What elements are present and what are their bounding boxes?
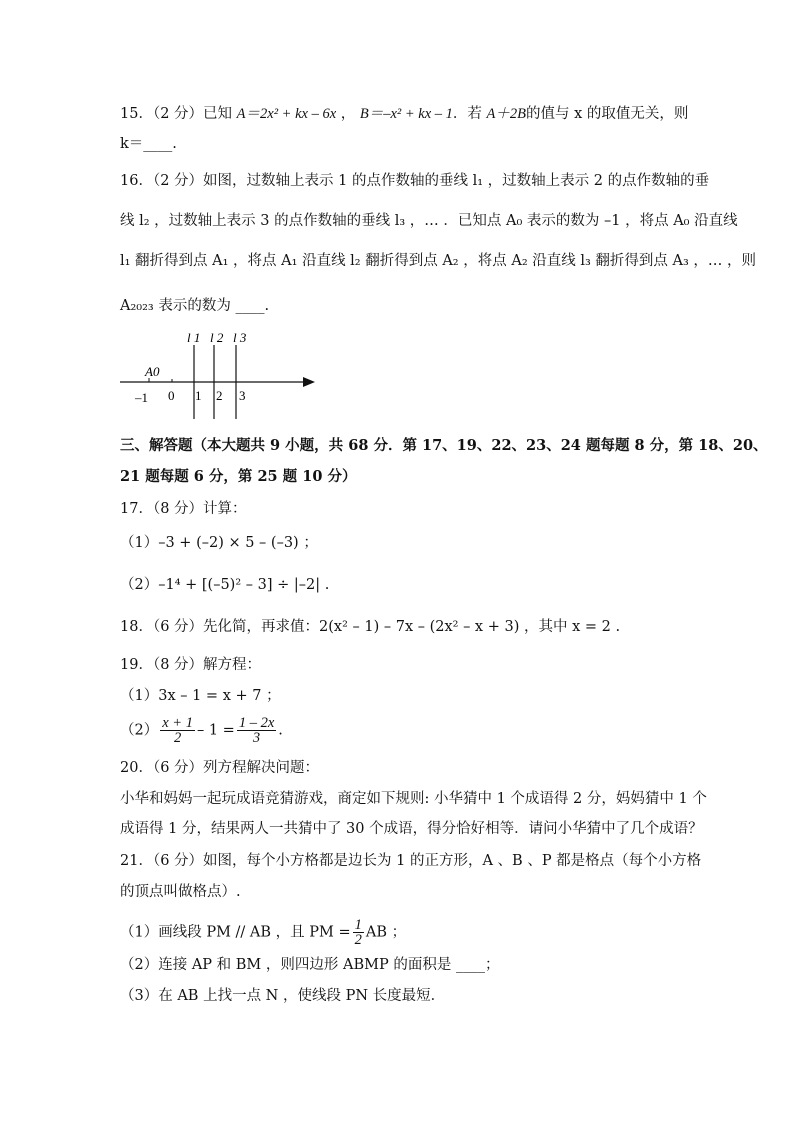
q21-part3: （3）在 AB 上找一点 N ，使线段 PN 长度最短． — [120, 988, 446, 1004]
q21-frac-denominator: 2 — [354, 932, 362, 948]
tick-label-3: 3 — [239, 388, 246, 403]
q19-p2-suffix: . — [278, 722, 283, 739]
q19-p2-prefix: （2） — [120, 722, 159, 739]
q19-frac1-numerator: x + 1 — [162, 715, 193, 731]
q21-fraction — [353, 918, 364, 947]
q20-line2: 成语得 1 分，结果两人一共猜中了 30 个成语，得分恰好相等．请问小华猜中了几个成语？ — [120, 821, 703, 837]
q15-mid: ．若 — [452, 106, 487, 122]
tick-label-0: 0 — [168, 388, 175, 403]
q19-fraction-2 — [237, 716, 276, 745]
q15-expr-a: A＝2x² + kx – 6x — [236, 106, 337, 122]
q19-frac2-denominator: 3 — [252, 730, 261, 746]
number-line-figure — [115, 327, 325, 422]
q21-p1-prefix: （1）画线段 PM // AB ，且 PM = — [120, 924, 351, 941]
q17-part2: （2）–1⁴ + [(–5)² – 3] ÷ |–2| . — [120, 577, 330, 593]
q18-text: 18．（6 分）先化简，再求值：2(x² – 1) – 7x – (2x² – x + 3) ，其中 x = 2 . — [120, 619, 621, 635]
q20-line1: 小华和妈妈一起玩成语竞猜游戏，商定如下规则: 小华猜中 1 个成语得 2 分，妈妈猜中 1 个 — [120, 791, 707, 807]
q15-expr-b: B＝–x² + kx – 1 — [359, 106, 453, 122]
q21-line2: 的顶点叫做格点）. — [120, 884, 241, 900]
q19-p2-mid: – 1 = — [196, 722, 235, 739]
label-l1: l 1 — [187, 330, 201, 345]
q21-frac-numerator: 1 — [354, 917, 362, 933]
q17-title: 17．（8 分）计算： — [120, 501, 247, 517]
q15-prefix: 15．（2 分）已知 — [120, 106, 237, 122]
q16-line3: l₁ 翻折得到点 A₁ ，将点 A₁ 沿直线 l₂ 翻折得到点 A₂ ，将点 A₂ 沿直线 l₃ 翻折得到点 A₃ ，… ，则 — [120, 253, 757, 269]
section3-heading-line1: 三、解答题（本大题共 9 小题，共 68 分．第 17、19、22、23、24 题每题 8 分，第 18、20、 — [120, 437, 768, 454]
q15-expr-ab: A＋2B — [486, 106, 526, 122]
q15-line2: k＝____. — [120, 136, 177, 152]
tick-label-neg1: –1 — [135, 390, 148, 405]
number-line-arrow — [303, 377, 315, 387]
q15-sep: ， — [336, 106, 360, 122]
q19-frac2-numerator: 1 – 2x — [238, 715, 275, 731]
q19-title: 19．（8 分）解方程： — [120, 657, 262, 673]
tick-label-2: 2 — [216, 388, 223, 403]
label-l3: l 3 — [233, 330, 247, 345]
q16-line4: A₂₀₂₃ 表示的数为 ____. — [120, 298, 270, 314]
q19-frac1-denominator: 2 — [173, 730, 182, 746]
q16-line2: 线 l₂ ，过数轴上表示 3 的点作数轴的垂线 l₃ ，… ．已知点 A₀ 表示的数为 –1 ，将点 A₀ 沿直线 — [120, 213, 738, 229]
q19-part2 — [120, 716, 283, 745]
q20-title: 20．（6 分）列方程解决问题： — [120, 760, 320, 776]
label-a0: A0 — [145, 364, 160, 379]
section3-heading-line2: 21 题每题 6 分，第 25 题 10 分） — [120, 468, 357, 485]
q21-p1-suffix: AB ； — [365, 924, 407, 941]
q15-line1 — [120, 104, 688, 124]
tick-label-1: 1 — [195, 388, 202, 403]
q19-fraction-1 — [160, 716, 195, 745]
q21-part2: （2）连接 AP 和 BM ，则四边形 ABMP 的面积是 ____； — [120, 957, 500, 973]
q15-tail: 的值与 x 的取值无关，则 — [525, 106, 689, 122]
q21-line1: 21．（6 分）如图，每个小方格都是边长为 1 的正方形，A 、B 、P 都是格点（每个小方格 — [120, 853, 702, 869]
q16-line1: 16．（2 分）如图，过数轴上表示 1 的点作数轴的垂线 l₁ ，过数轴上表示 2 的点作数轴的垂 — [120, 173, 710, 189]
q19-part1: （1）3x – 1 = x + 7 ； — [120, 688, 281, 704]
q21-part1 — [120, 918, 406, 947]
q17-part1: （1）–3 + (–2) × 5 – (–3) ； — [120, 535, 318, 551]
label-l2: l 2 — [210, 330, 224, 345]
